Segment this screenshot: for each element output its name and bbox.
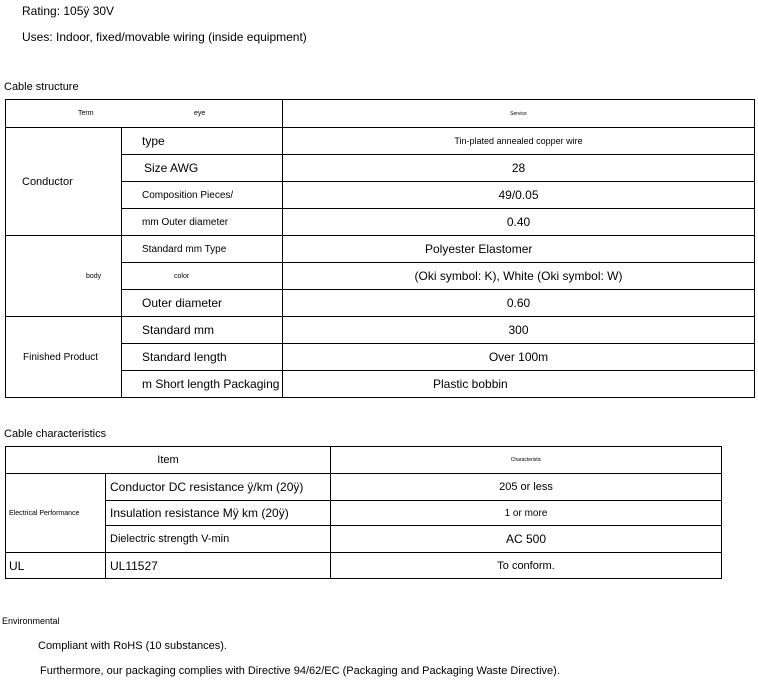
- ul-label: UL: [6, 553, 106, 579]
- row-label: Size AWG: [122, 155, 283, 182]
- ul-item: UL11527: [106, 553, 331, 579]
- row-label: Standard mm: [122, 317, 283, 344]
- service-header: Service: [283, 100, 755, 128]
- cable-structure-heading: Cable structure: [4, 81, 79, 93]
- table-row: [6, 501, 722, 526]
- rohs-text: Compliant with RoHS (10 substances).: [38, 640, 227, 652]
- table-header-cell: [6, 100, 283, 128]
- table-row: [6, 474, 722, 501]
- row-value: 0.40: [283, 209, 755, 236]
- body-group: body: [6, 236, 122, 317]
- row-label: m Short length Packaging: [122, 371, 283, 398]
- row-label: Standard mm Type: [122, 236, 283, 263]
- table-header-row: [6, 447, 722, 474]
- row-label: Insulation resistance Mÿ km (20ÿ): [106, 501, 331, 526]
- row-label: Composition Pieces/: [122, 182, 283, 209]
- row-value: Polyester Elastomer: [283, 236, 755, 263]
- row-value: Plastic bobbin: [283, 371, 755, 398]
- term-header: Term: [78, 110, 94, 117]
- packaging-directive-text: Furthermore, our packaging complies with Directive 94/62/EC (Packaging and Packaging Waste Directive).: [40, 665, 560, 677]
- row-label: Dielectric strength V-min: [106, 526, 331, 553]
- row-value: 49/0.05: [283, 182, 755, 209]
- row-value: (Oki symbol: K), White (Oki symbol: W): [283, 263, 755, 290]
- environmental-heading: Environmental: [2, 616, 60, 626]
- row-value: Over 100m: [283, 344, 755, 371]
- row-label: color: [122, 263, 283, 290]
- finished-product-group: Finished Product: [6, 317, 122, 398]
- eye-header: eye: [194, 110, 206, 117]
- cable-structure-table: [5, 99, 755, 398]
- row-label: Conductor DC resistance ÿ/km (20ÿ): [106, 474, 331, 501]
- characteristic-header: Characteristic: [331, 447, 722, 474]
- row-label: Standard length: [122, 344, 283, 371]
- electrical-performance-group: Electrical Performance: [6, 474, 106, 553]
- row-value: 0.60: [283, 290, 755, 317]
- item-header: Item: [6, 447, 331, 474]
- table-row: [6, 553, 722, 579]
- row-label: mm Outer diameter: [122, 209, 283, 236]
- ul-value: To conform.: [331, 553, 722, 579]
- row-label: type: [122, 128, 283, 155]
- cable-characteristics-heading: Cable characteristics: [4, 428, 107, 440]
- table-row: [6, 128, 755, 155]
- row-value: 205 or less: [331, 474, 722, 501]
- uses-text: Uses: Indoor, fixed/movable wiring (inside equipment): [22, 30, 307, 44]
- table-row: [6, 236, 755, 263]
- row-value: 28: [283, 155, 755, 182]
- cable-characteristics-table: [5, 446, 722, 579]
- table-row: [6, 526, 722, 553]
- conductor-group: Conductor: [6, 128, 122, 236]
- row-label: Outer diameter: [122, 290, 283, 317]
- rating-text: Rating: 105ÿ 30V: [22, 4, 115, 18]
- row-value: 1 or more: [331, 501, 722, 526]
- table-header-row: [6, 100, 755, 128]
- row-value: Tin-plated annealed copper wire: [283, 128, 755, 155]
- row-value: 300: [283, 317, 755, 344]
- table-row: [6, 317, 755, 344]
- row-value: AC 500: [331, 526, 722, 553]
